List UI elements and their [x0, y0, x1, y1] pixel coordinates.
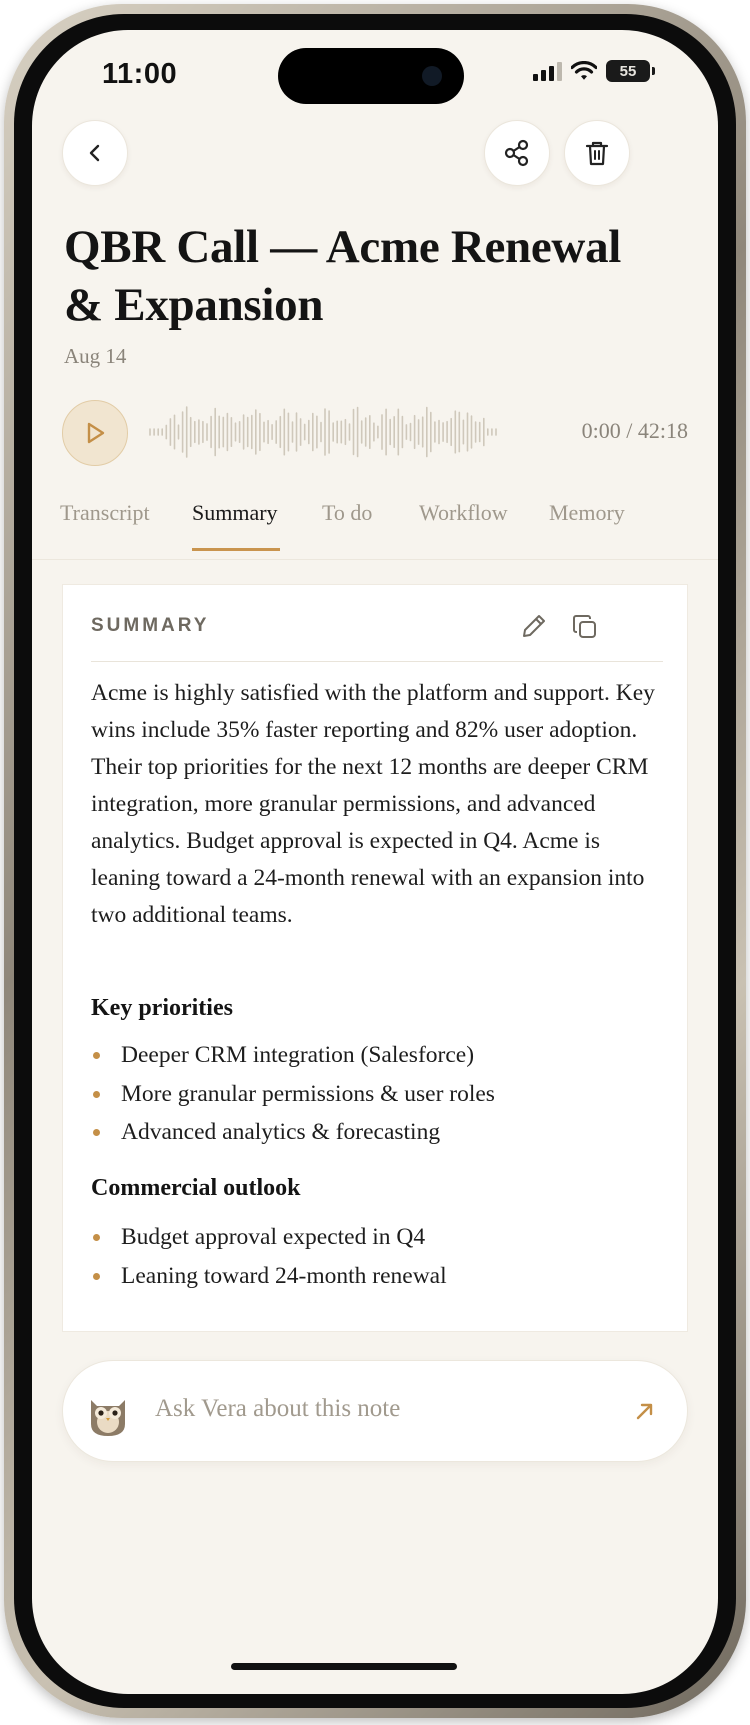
wifi-icon	[571, 61, 597, 81]
list-item: More granular permissions & user roles	[91, 1075, 495, 1114]
summary-label: SUMMARY	[91, 615, 210, 636]
share-button[interactable]	[484, 120, 550, 186]
section-heading-key-priorities: Key priorities	[91, 995, 233, 1021]
tab-transcript[interactable]: Transcript	[60, 500, 150, 525]
page-title: QBR Call — Acme Renewal & Expansion	[64, 221, 622, 331]
tab-workflow[interactable]: Workflow	[419, 500, 508, 525]
playback-time: 0:00 / 42:18	[581, 418, 688, 443]
list-item: Deeper CRM integration (Salesforce)	[91, 1036, 495, 1075]
play-icon	[82, 420, 108, 446]
key-priorities-list	[91, 1036, 495, 1152]
tab-summary[interactable]: Summary	[192, 500, 278, 525]
back-button[interactable]	[62, 120, 128, 186]
phone-frame	[4, 4, 746, 1718]
list-item: Advanced analytics & forecasting	[91, 1113, 495, 1152]
card-divider	[91, 661, 663, 662]
owl-avatar-icon	[83, 1388, 133, 1438]
chevron-left-icon	[84, 142, 106, 164]
audio-waveform[interactable]	[148, 404, 498, 460]
share-icon	[502, 138, 532, 168]
tab-todo[interactable]: To do	[322, 500, 373, 525]
summary-body: Acme is highly satisfied with the platform and support. Key wins include 35% faster reporting and 82% user adoption. Their top priorities for the next 12 months are deeper CRM integration, more granular permissions, and advanced analytics. Budget approval is expected in Q4. Acme is leaning toward a 24-month renewal with an expansion into two additional teams.	[91, 680, 655, 928]
list-item: Leaning toward 24-month renewal	[91, 1257, 447, 1296]
ask-placeholder: Ask Vera about this note	[155, 1395, 401, 1422]
summary-card	[62, 584, 688, 1332]
trash-icon	[583, 138, 611, 168]
commercial-outlook-list	[91, 1218, 447, 1295]
list-item: Budget approval expected in Q4	[91, 1218, 447, 1257]
home-indicator	[231, 1663, 457, 1670]
edit-icon[interactable]	[519, 611, 549, 641]
play-button[interactable]	[62, 400, 128, 466]
delete-button[interactable]	[564, 120, 630, 186]
note-date: Aug 14	[64, 344, 127, 368]
section-heading-commercial-outlook: Commercial outlook	[91, 1175, 301, 1201]
active-tab-indicator	[192, 548, 280, 551]
status-time: 11:00	[102, 58, 178, 90]
battery-icon: 55	[606, 60, 650, 82]
tab-memory[interactable]: Memory	[549, 500, 625, 525]
cellular-signal-icon	[533, 61, 562, 81]
status-icons	[533, 60, 650, 82]
tab-bar	[32, 496, 718, 560]
arrow-up-right-icon[interactable]	[633, 1399, 657, 1423]
dynamic-island	[278, 48, 464, 104]
screen	[32, 30, 718, 1694]
copy-icon[interactable]	[571, 613, 599, 641]
ask-vera-input[interactable]	[62, 1360, 688, 1462]
